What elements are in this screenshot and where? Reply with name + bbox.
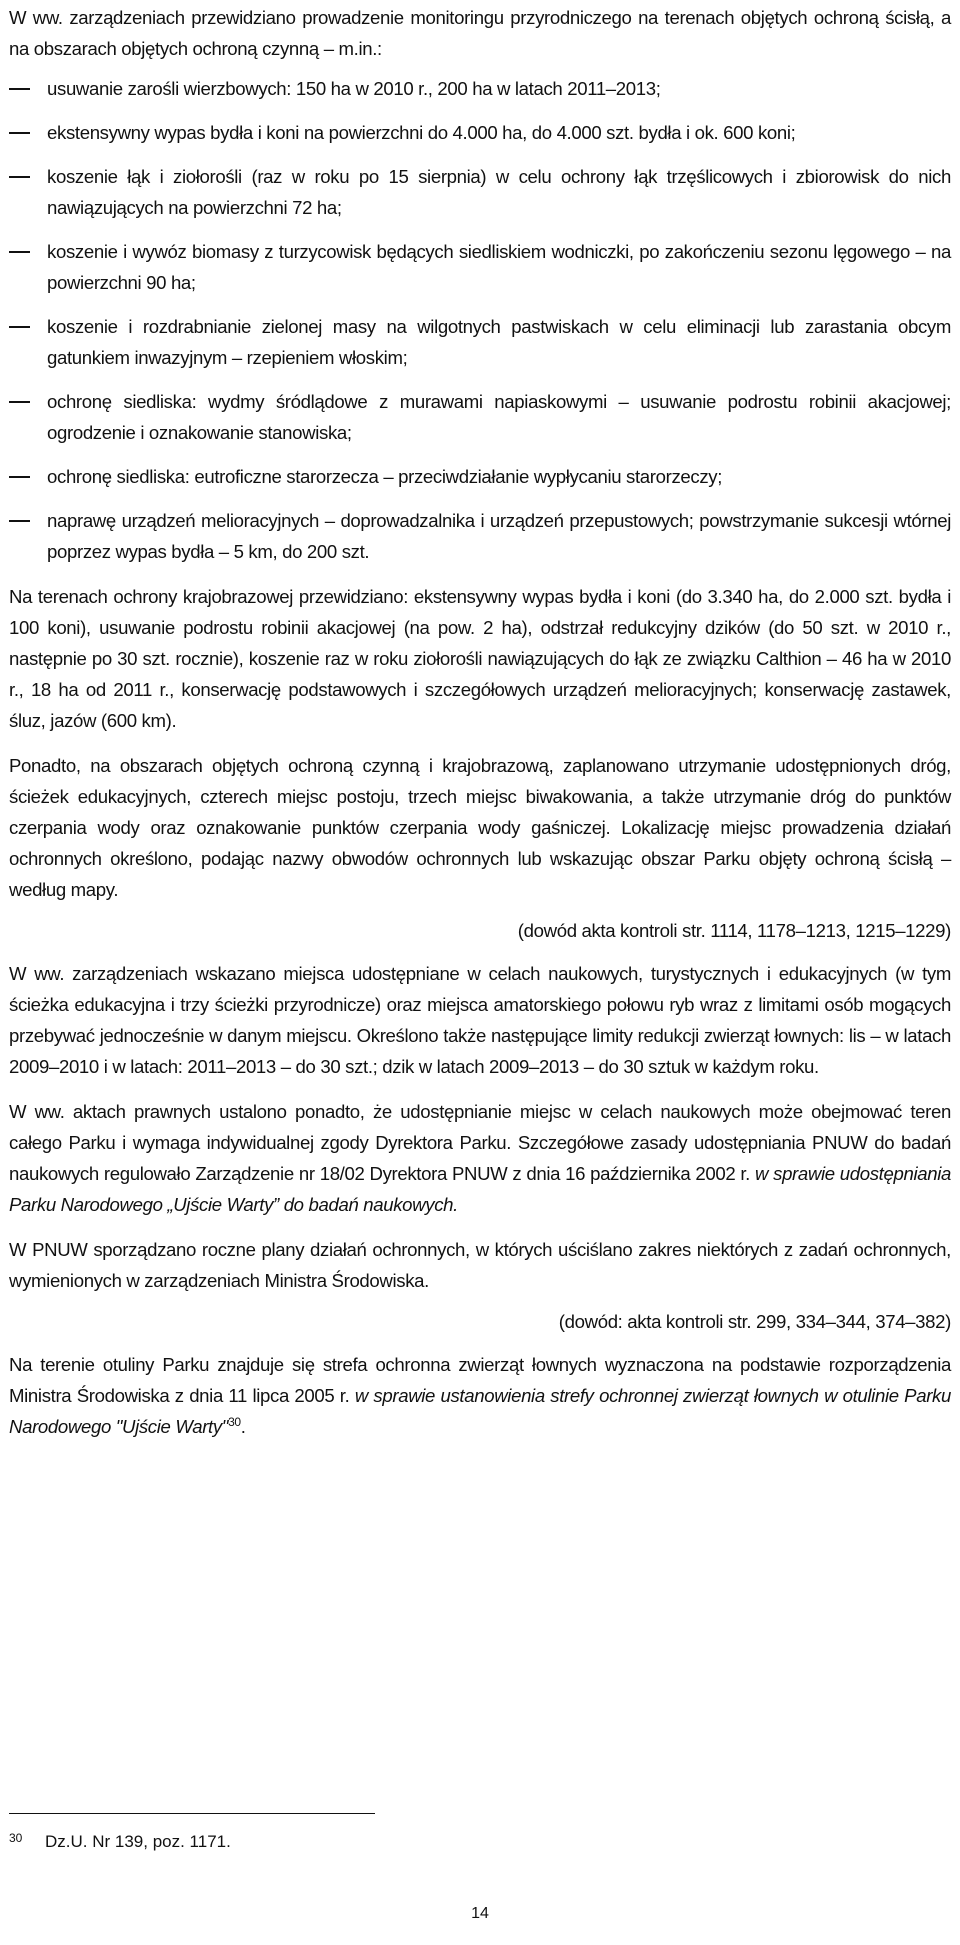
footnote-number: 30 xyxy=(9,1831,23,1845)
annual-plans-paragraph: W PNUW sporządzano roczne plany działań ochronnych, w których uściślano zakres niektórych z zadań ochronnych, wymienionych w zarządzeniach Ministra Środowiska. xyxy=(9,1239,951,1291)
dash-bullet-icon xyxy=(9,401,30,403)
landscape-protection-paragraph: Na terenach ochrony krajobrazowej przewidziano: ekstensywny wypas bydła i koni (do 3.340 ha, do 2.000 szt. bydła i 100 koni), usuwanie podrostu robinii akacjowej (na pow. 2 ha), odstrzał redukcyjny dzików (do 50 szt. w 2010 r., następnie po 30 szt. rocznie), koszenie raz w roku ziołorośli nawiązujących do łąk ze związku Calthion – 46 ha w 2010 r., 18 ha od 2011 r., konserwację podstawowych i szczegółowych urządzeń melioracyjnych; konserwację zastawek, śluz, jazów (600 km). xyxy=(9,586,951,731)
dash-bullet-icon xyxy=(9,176,30,178)
list-item: koszenie i wywóz biomasy z turzycowisk będących siedliskiem wodniczki, po zakończeniu sezonu lęgowego – na powierzchni 90 ha; xyxy=(9,236,951,298)
footnote xyxy=(9,1826,231,1854)
list-item: usuwanie zarośli wierzbowych: 150 ha w 2010 r., 200 ha w latach 2011–2013; xyxy=(9,73,951,104)
footnote-separator xyxy=(9,1813,375,1814)
dash-bullet-icon xyxy=(9,251,30,253)
evidence-reference: (dowód akta kontroli str. 1114, 1178–1213, 1215–1229) xyxy=(517,920,951,941)
list-item: ochronę siedliska: wydmy śródlądowe z murawami napiaskowymi – usuwanie podrostu robinii akacjowej; ogrodzenie i oznakowanie stanowiska; xyxy=(9,386,951,448)
list-item: koszenie łąk i ziołorośli (raz w roku po 15 sierpnia) w celu ochrony łąk trzęślicowych i zbiorowisk do nich nawiązujących na powierzchni 72 ha; xyxy=(9,161,951,223)
dash-bullet-icon xyxy=(9,88,30,90)
footnote-text: Dz.U. Nr 139, poz. 1171. xyxy=(45,1832,231,1851)
evidence-reference: (dowód: akta kontroli str. 299, 334–344, 374–382) xyxy=(558,1311,951,1332)
intro-paragraph: W ww. zarządzeniach przewidziano prowadzenie monitoringu przyrodniczego na terenach objętych ochroną ścisłą, a na obszarach objętych ochroną czynną – m.in.: xyxy=(9,7,951,59)
list-item: ekstensywny wypas bydła i koni na powierzchni do 4.000 ha, do 4.000 szt. bydła i ok. 600 koni; xyxy=(9,117,951,148)
dash-bullet-icon xyxy=(9,132,30,134)
buffer-zone-paragraph: Na terenie otuliny Parku znajduje się strefa ochronna zwierząt łownych wyznaczona na podstawie rozporządzenia Ministra Środowiska z dnia 11 lipca 2005 r. w sprawie ustanowienia strefy ochronnej zwierząt łownych w otulinie Parku Narodowego "Ujście Warty"$^{30}$. xyxy=(9,1354,951,1437)
dash-bullet-icon xyxy=(9,326,30,328)
dash-bullet-icon xyxy=(9,476,30,478)
page-number: 14 xyxy=(471,1905,489,1922)
list-item: naprawę urządzeń melioracyjnych – doprowadzalnika i urządzeń przepustowych; powstrzymanie sukcesji wtórnej poprzez wypas bydła – 5 km, do 200 szt. xyxy=(9,505,951,567)
scientific-access-paragraph: W ww. zarządzeniach wskazano miejsca udostępniane w celach naukowych, turystycznych i edukacyjnych (w tym ścieżka edukacyjna i trzy ścieżki przyrodnicze) oraz miejsca amatorskiego połowu ryb wraz z limitami osób mogących przebywać jednocześnie w danym miejscu. Określono także następujące limity redukcji zwierząt łownych: lis – w latach 2009–2010 i w latach: 2011–2013 – do 30 szt.; dzik w latach 2009–2013 – do 30 sztuk w każdym roku. xyxy=(9,963,951,1077)
list-item: koszenie i rozdrabnianie zielonej masy na wilgotnych pastwiskach w celu eliminacji lub zarastania obcym gatunkiem inwazyjnym – rzepieniem włoskim; xyxy=(9,311,951,373)
regulation-title: w sprawie udostępniania Parku Narodowego „Ujście Warty” do badań naukowych. xyxy=(9,1163,952,1215)
dash-bullet-icon xyxy=(9,520,30,522)
regulation-title: w sprawie ustanowienia strefy ochronnej zwierząt łownych w otulinie Parku Narodowego "Ujście Warty" xyxy=(9,1385,951,1437)
list-item: ochronę siedliska: eutroficzne starorzecza – przeciwdziałanie wypłycaniu starorzeczy; xyxy=(9,461,951,492)
legal-acts-paragraph: W ww. aktach prawnych ustalono ponadto, że udostępnianie miejsc w celach naukowych może obejmować teren całego Parku i wymaga indywidualnej zgody Dyrektora Parku. Szczegółowe zasady udostępniania PNUW do badań naukowych regulowało Zarządzenie nr 18/02 Dyrektora PNUW z dnia 16 października 2002 r. w sprawie udostępniania Parku Narodowego „Ujście Warty” do badań naukowych. xyxy=(9,1101,952,1215)
footnote-reference: 30 xyxy=(228,1414,241,1429)
measures-list xyxy=(9,73,951,567)
infrastructure-paragraph: Ponadto, na obszarach objętych ochroną czynną i krajobrazową, zaplanowano utrzymanie udostępnionych dróg, ścieżek edukacyjnych, czterech miejsc postoju, trzech miejsc biwakowania, a także utrzymanie dróg do punktów czerpania wody oraz oznakowanie punktów czerpania wody gaśniczej. Lokalizację miejsc prowadzenia działań ochronnych określono, podając nazwy obwodów ochronnych lub wskazując obszar Parku objęty ochroną ścisłą – według mapy. xyxy=(9,755,951,900)
